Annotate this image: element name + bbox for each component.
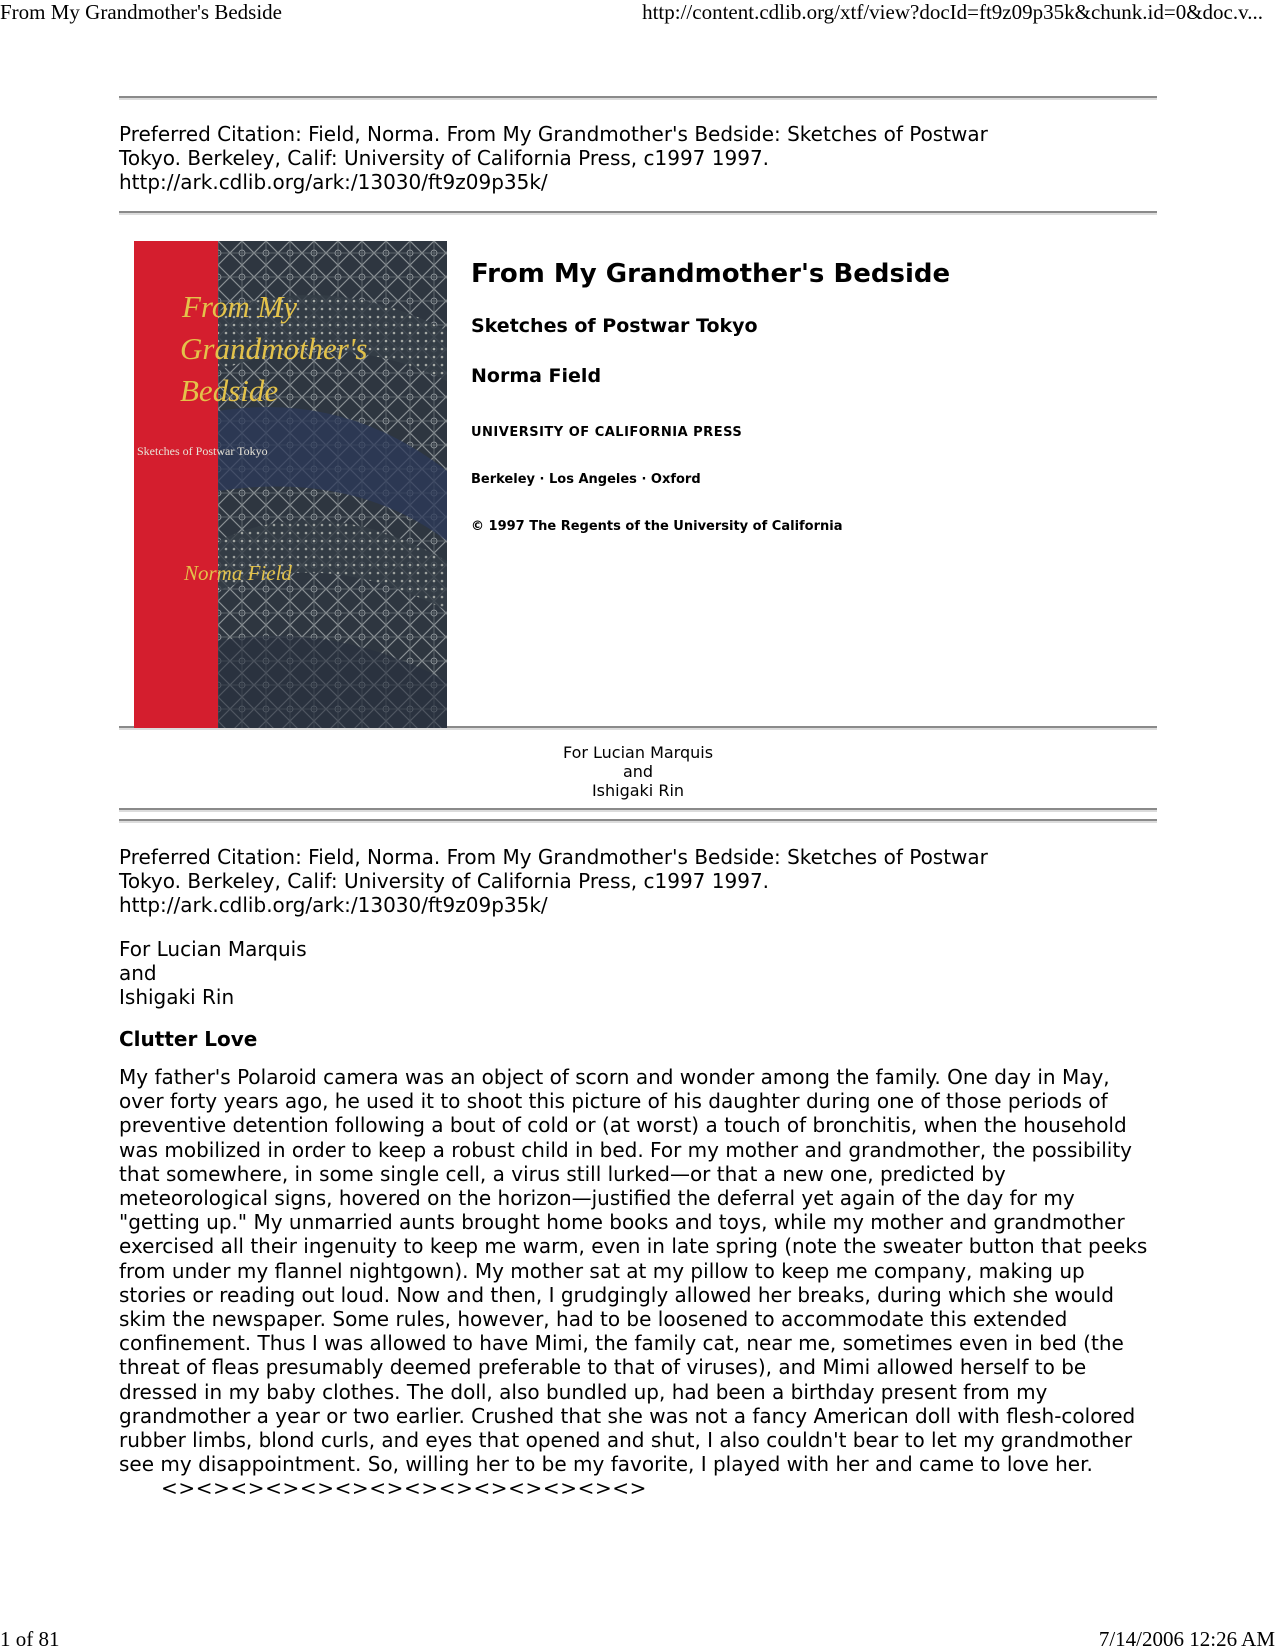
chapter-heading: Clutter Love: [119, 1027, 258, 1051]
dedication-line: For Lucian Marquis: [562, 743, 714, 762]
copyright-notice: © 1997 The Regents of the University of California: [471, 519, 843, 534]
paragraph-line: was mobilized in order to keep a robust child in bed. For my mother and grandmother, the possibility: [119, 1137, 1132, 1162]
dedication-line: Ishigaki Rin: [119, 985, 235, 1009]
book-subtitle: Sketches of Postwar Tokyo: [471, 315, 758, 337]
divider: [119, 819, 1157, 823]
citation-line: Tokyo. Berkeley, Calif: University of California Press, c1997 1997.: [119, 146, 770, 170]
cover-title-line: Bedside: [180, 373, 279, 408]
paragraph-line: threat of fleas presumably deemed preferable to that of viruses), and Mimi allowed herself to be: [119, 1355, 1087, 1380]
citation-link[interactable]: http://ark.cdlib.org/ark:/13030/ft9z09p35k/: [119, 893, 548, 917]
print-footer-timestamp: 7/14/2006 12:26 AM: [1098, 1627, 1275, 1651]
dedication-line: and: [119, 961, 157, 985]
paragraph-line: My father's Polaroid camera was an object of scorn and wonder among the family. One day in May,: [119, 1065, 1110, 1089]
citation-link[interactable]: http://ark.cdlib.org/ark:/13030/ft9z09p35k/: [119, 170, 548, 194]
paragraph-line: from under my flannel nightgown). My mother sat at my pillow to keep me company, making up: [119, 1258, 1085, 1283]
paragraph-line: preventive detention following a bout of cold or (at worst) a touch of bronchitis, when the household: [119, 1113, 1127, 1138]
book-author: Norma Field: [471, 365, 602, 387]
divider: [119, 808, 1157, 812]
paragraph-line: "getting up." My unmarried aunts brought home books and toys, while my mother and grandmother: [119, 1210, 1125, 1235]
preferred-citation: [119, 122, 1157, 194]
preferred-citation-repeat: [119, 845, 1157, 917]
paragraph-line: exercised all their ingenuity to keep me warm, even in late spring (note the sweater button that peeks: [119, 1234, 1148, 1259]
cover-author: Norma Field: [184, 561, 292, 585]
cover-title-line: Grandmother's: [180, 331, 368, 366]
cover-subtitle: Sketches of Postwar Tokyo: [137, 444, 268, 458]
paragraph-line: skim the newspaper. Some rules, however, had to be loosened to accommodate this extended: [119, 1307, 1068, 1332]
document-content: [119, 96, 1157, 1500]
paragraph-line: grandmother a year or two earlier. Crushed that she was not a fancy American doll with flesh-colored: [119, 1403, 1136, 1428]
dedication: [119, 937, 1157, 1009]
citation-line: Preferred Citation: Field, Norma. From My Grandmother's Bedside: Sketches of Postwar: [119, 122, 988, 146]
paragraph-line: over forty years ago, he used it to shoot this picture of his daughter during one of those periods of: [119, 1089, 1108, 1114]
page-marker-links[interactable]: <><><><><><><><><><><><><><>: [161, 1476, 648, 1501]
paragraph-line: rubber limbs, blond curls, and eyes that opened and shut, I also couldn't bear to let my grandmother: [119, 1428, 1133, 1453]
dedication-centered: [119, 730, 1157, 808]
book-title: From My Grandmother's Bedside: [471, 259, 951, 289]
chapter-paragraph: [119, 1065, 1157, 1476]
publisher: UNIVERSITY OF CALIFORNIA PRESS: [471, 425, 743, 440]
book-cover-image: [134, 241, 447, 728]
paragraph-line: see my disappointment. So, willing her to be my favorite, I played with her and came to love her.: [119, 1452, 1093, 1477]
citation-line: Tokyo. Berkeley, Calif: University of California Press, c1997 1997.: [119, 869, 770, 893]
title-page: [119, 215, 1157, 705]
paragraph-line: meteorological signs, hovered on the horizon—justified the deferral yet again of the day for my: [119, 1186, 1075, 1211]
citation-line: Preferred Citation: Field, Norma. From My Grandmother's Bedside: Sketches of Postwar: [119, 845, 988, 869]
dedication-line: For Lucian Marquis: [119, 937, 307, 961]
paragraph-line: that somewhere, in some single cell, a virus still lurked—or that a new one, predicted by: [119, 1161, 1006, 1186]
print-header-title: From My Grandmother's Bedside: [0, 0, 283, 24]
dedication-line: and: [622, 762, 654, 781]
cover-title-line: From My: [182, 289, 298, 324]
paragraph-line: confinement. Thus I was allowed to have Mimi, the family cat, near me, sometimes even in bed (the: [119, 1331, 1124, 1356]
divider: [119, 96, 1157, 100]
paragraph-line: dressed in my baby clothes. The doll, also bundled up, had been a birthday present from my: [119, 1379, 1048, 1404]
print-header-url: http://content.cdlib.org/xtf/view?docId=ft9z09p35k&chunk.id=0&doc.v...: [642, 0, 1263, 24]
dedication-line: Ishigaki Rin: [591, 781, 685, 800]
print-footer-page: 1 of 81: [0, 1627, 60, 1651]
paragraph-line: stories or reading out loud. Now and then, I grudgingly allowed her breaks, during which she would: [119, 1282, 1114, 1307]
publisher-cities: Berkeley · Los Angeles · Oxford: [471, 472, 701, 487]
